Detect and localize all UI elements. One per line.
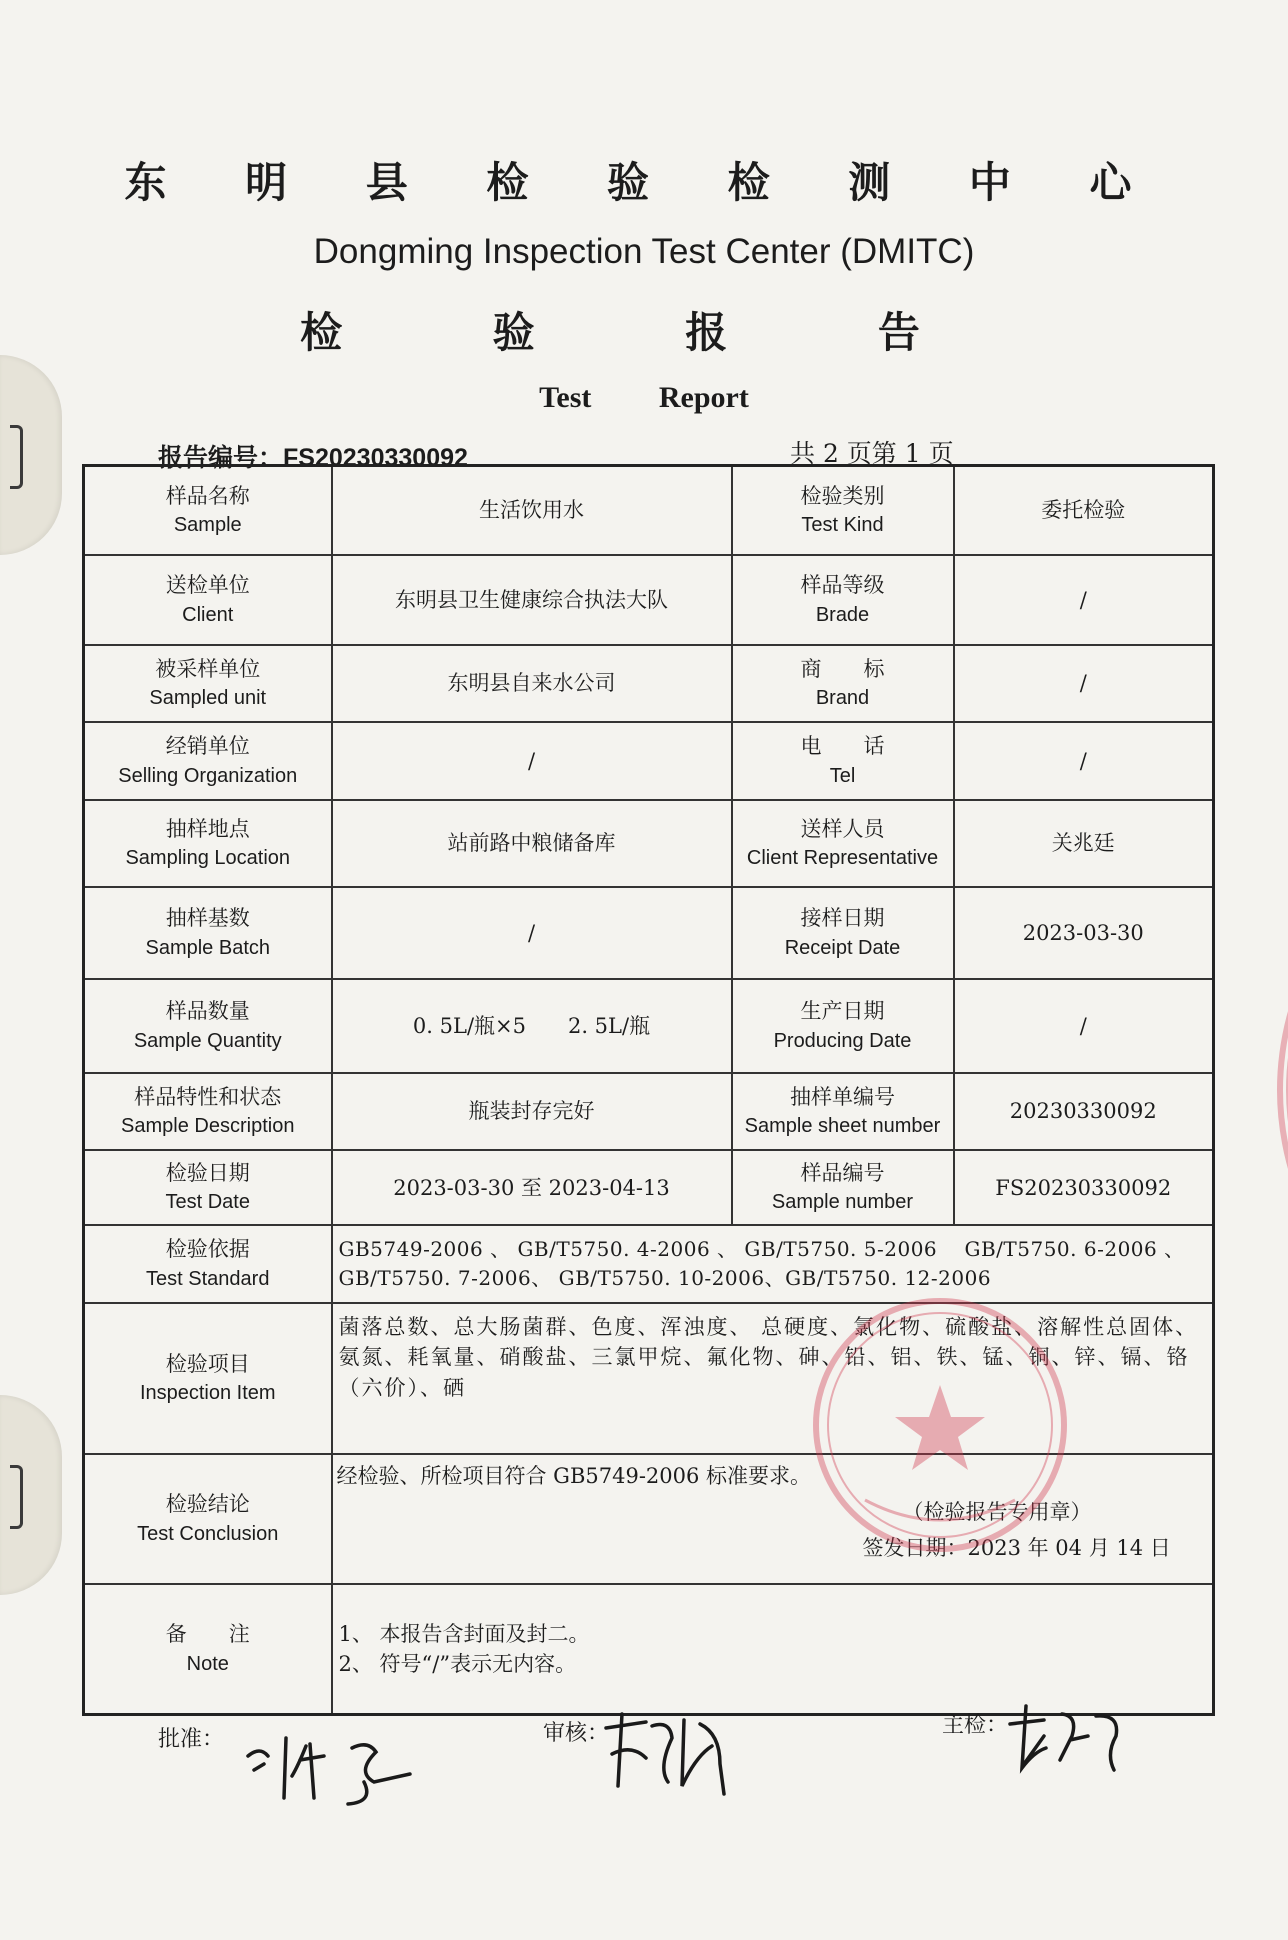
label-cn: 抽样地点: [165, 816, 250, 841]
label-en: Sampling Location: [125, 847, 291, 870]
label-producing-date: [732, 979, 954, 1073]
table-row: [84, 722, 1214, 799]
label-cn: 样品等级: [800, 573, 885, 598]
standard-line-1: GB5749-2006 、 GB/T5750. 4-2006 、 GB/T5750. 5-2006 GB/T5750. 6-2006 、: [338, 1237, 1185, 1262]
value-selling-org: /: [332, 722, 732, 799]
label-selling-org: [84, 722, 332, 799]
value-sample: 生活饮用水: [332, 466, 732, 556]
item-line-1: 菌落总数、总大肠菌群、色度、浑浊度、 总硬度、氯化物、硫酸盐、溶解性总固体、: [338, 1314, 1199, 1339]
label-en: Brade: [815, 603, 870, 626]
label-sample-quantity: [84, 979, 332, 1073]
label-cn: 检验依据: [165, 1237, 250, 1262]
label-cn: 经销单位: [165, 734, 250, 759]
label-sample-batch: [84, 887, 332, 979]
table-row: [84, 887, 1214, 979]
note-line-1: 1、 本报告含封面及封二。: [338, 1621, 590, 1646]
note-line-2: 2、 符号“/”表示无内容。: [338, 1652, 577, 1676]
label-cn: 抽样基数: [165, 906, 250, 931]
item-line-3: （六价）、硒: [338, 1375, 466, 1400]
label-en: Sample number: [771, 1191, 914, 1214]
value-sample-number: FS20230330092: [954, 1150, 1214, 1225]
label-cn: 送样人员: [800, 816, 885, 841]
label-en: Client: [182, 603, 234, 626]
table-row: [84, 645, 1214, 722]
reviewer-signature: [600, 1706, 740, 1802]
label-en: Test Conclusion: [137, 1522, 279, 1545]
value-test-date: 2023-03-30 至 2023-04-13: [332, 1150, 732, 1225]
label-cn: 检验日期: [165, 1161, 250, 1186]
label-tel: [732, 722, 954, 799]
label-en: Client Representative: [746, 847, 939, 870]
value-tel: /: [954, 722, 1214, 799]
label-note: [84, 1584, 332, 1714]
center-title-en: Dongming Inspection Test Center (DMITC): [313, 232, 975, 271]
value-test-standard: [332, 1225, 1214, 1302]
label-cn: 样品数量: [165, 999, 250, 1024]
label-en: Sampled unit: [149, 687, 267, 710]
edge-seal-stamp: [1240, 950, 1288, 1230]
label-inspection-item: [84, 1303, 332, 1454]
page-indicator: 共 2 页第 1 页: [790, 439, 954, 468]
value-sampling-location: 站前路中粮储备库: [332, 800, 732, 888]
label-cn: 电 话: [800, 734, 885, 759]
table-row: [84, 1584, 1214, 1714]
label-client: [84, 555, 332, 645]
seal-note: （检验报告专用章）: [902, 1499, 1092, 1524]
item-line-2: 氨氮、耗氧量、硝酸盐、三氯甲烷、氟化物、砷、铅、铝、铁、锰、铜、锌、镉、铬: [338, 1345, 1190, 1370]
label-cn: 送检单位: [165, 573, 250, 598]
approver-signature: [240, 1726, 430, 1816]
label-client-rep: [732, 800, 954, 888]
label-cn: 商 标: [800, 656, 885, 681]
label-en: Note: [186, 1652, 229, 1675]
table-row: [84, 1150, 1214, 1225]
label-en: Inspection Item: [139, 1381, 276, 1404]
label-test-date: [84, 1150, 332, 1225]
label-en: Sample: [173, 514, 242, 537]
label-en: Sample Quantity: [133, 1029, 282, 1052]
value-client: 东明县卫生健康综合执法大队: [332, 555, 732, 645]
label-en: Test Kind: [801, 514, 884, 537]
report-title-en: Test Report: [539, 381, 749, 414]
approve-label: 批准：: [158, 1727, 225, 1752]
value-conclusion: [332, 1454, 1214, 1584]
label-en: Producing Date: [773, 1029, 912, 1052]
label-brade: [732, 555, 954, 645]
label-cn: 生产日期: [800, 999, 885, 1024]
table-row: [84, 979, 1214, 1073]
label-sample-number: [732, 1150, 954, 1225]
value-sample-sheet-number: 20230330092: [954, 1073, 1214, 1150]
label-sample-sheet-number: [732, 1073, 954, 1150]
value-receipt-date: 2023-03-30: [954, 887, 1214, 979]
label-test-standard: [84, 1225, 332, 1302]
label-en: Receipt Date: [784, 936, 901, 959]
official-seal-stamp: [805, 1290, 1075, 1560]
label-en: Sample Batch: [145, 936, 270, 959]
value-inspection-item: [332, 1303, 1214, 1454]
conclusion-text: 经检验、所检项目符合 GB5749-2006 标准要求。: [336, 1463, 812, 1488]
label-sample-description: [84, 1073, 332, 1150]
value-sampled-unit: 东明县自来水公司: [332, 645, 732, 722]
issue-date: 签发日期：2023 年 04 月 14 日: [862, 1535, 1171, 1560]
value-sample-quantity: 0. 5L/瓶×5 2. 5L/瓶: [332, 979, 732, 1073]
center-title-cn: 东 明 县 检 验 检 测 中 心: [124, 158, 1164, 207]
table-row: [84, 466, 1214, 556]
label-cn: 被采样单位: [155, 656, 261, 681]
label-test-kind: [732, 466, 954, 556]
label-cn: 检验结论: [165, 1492, 250, 1517]
label-en: Selling Organization: [118, 764, 298, 787]
label-cn: 备 注: [165, 1622, 250, 1647]
label-cn: 样品特性和状态: [134, 1084, 282, 1109]
label-sampled-unit: [84, 645, 332, 722]
inspector-signature: [1000, 1700, 1140, 1780]
label-en: Sample Description: [121, 1115, 295, 1138]
label-cn: 检验类别: [800, 483, 885, 508]
value-brand: /: [954, 645, 1214, 722]
label-receipt-date: [732, 887, 954, 979]
inspector-label: 主检：: [942, 1713, 1009, 1738]
label-en: Sample sheet number: [744, 1115, 941, 1138]
report-number-label: 报告编号：: [158, 444, 284, 472]
value-producing-date: /: [954, 979, 1214, 1073]
value-client-rep: 关兆廷: [954, 800, 1214, 888]
value-test-kind: 委托检验: [954, 466, 1214, 556]
table-row: [84, 1073, 1214, 1150]
label-sampling-location: [84, 800, 332, 888]
label-conclusion: [84, 1454, 332, 1584]
label-cn: 样品编号: [800, 1161, 885, 1186]
label-cn: 接样日期: [800, 906, 885, 931]
value-sample-batch: /: [332, 887, 732, 979]
label-en: Test Date: [165, 1191, 250, 1214]
table-row: [84, 800, 1214, 888]
conclusion-box: [333, 1455, 1213, 1575]
report-number-value: FS20230330092: [283, 444, 468, 472]
standard-line-2: GB/T5750. 7-2006、 GB/T5750. 10-2006、GB/T5750. 12-2006: [338, 1266, 992, 1291]
label-cn: 检验项目: [165, 1351, 250, 1376]
value-brade: /: [954, 555, 1214, 645]
table-row: [84, 555, 1214, 645]
report-title-cn: 检 验 报 告: [300, 308, 988, 357]
label-brand: [732, 645, 954, 722]
value-sample-description: 瓶装封存完好: [332, 1073, 732, 1150]
label-en: Test Standard: [146, 1267, 270, 1290]
label-sample: [84, 466, 332, 556]
value-note: [332, 1584, 1214, 1714]
review-label: 审核：: [543, 1721, 610, 1746]
binder-clip-bottom: [0, 1395, 62, 1595]
label-en: Tel: [829, 764, 856, 787]
label-cn: 抽样单编号: [790, 1084, 895, 1109]
label-cn: 样品名称: [165, 483, 250, 508]
label-en: Brand: [815, 687, 870, 710]
